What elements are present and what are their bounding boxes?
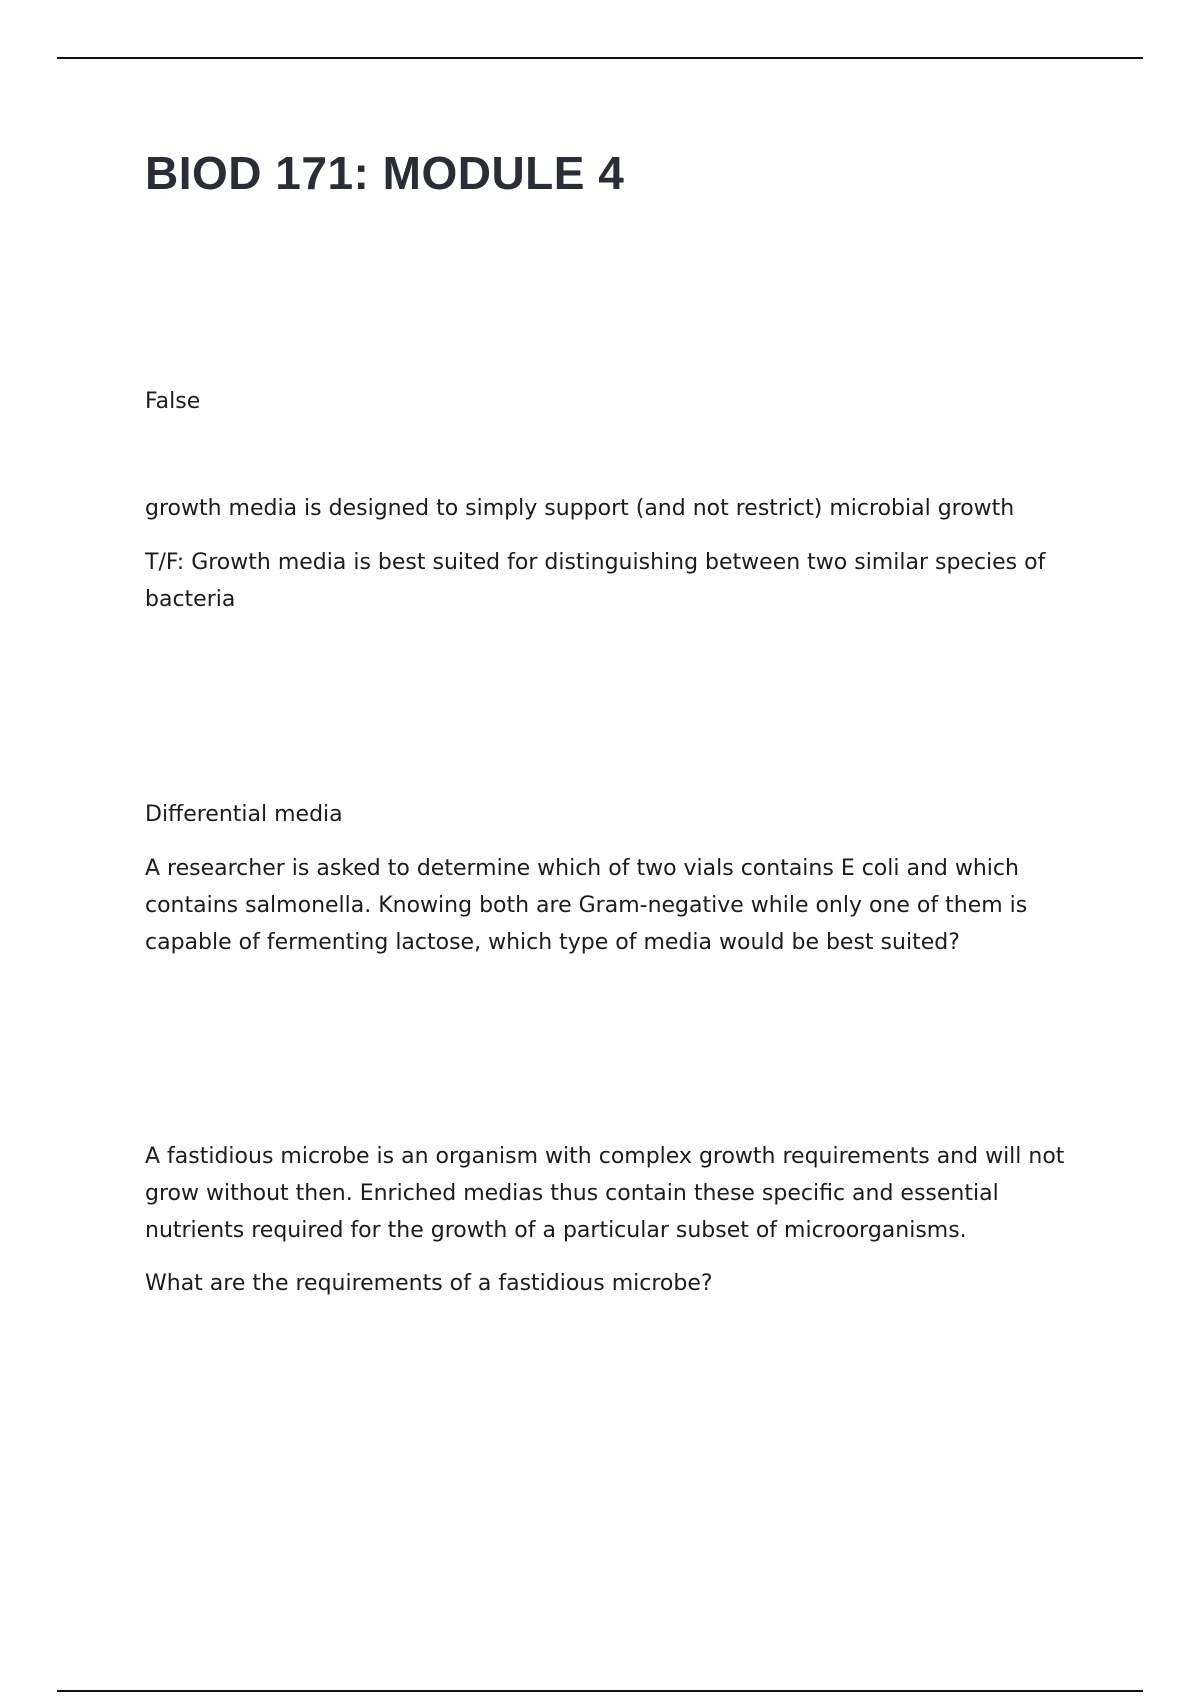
question-text: What are the requirements of a fastidious microbe? [145,1271,713,1296]
explanation-text: growth media is designed to simply support (and not restrict) microbial growth [145,496,1015,521]
answer-text: False [145,389,201,414]
bottom-divider [57,1690,1143,1692]
question-text: A researcher is asked to determine which of two vials contains E coli and which contains salmonella. Knowing both are Gram-negative while only one of them is capable of fermenting lactose, which type of media would be best suited? [145,856,1028,955]
top-divider [57,57,1143,59]
question-text: T/F: Growth media is best suited for distinguishing between two similar species of bacteria [145,550,1046,612]
page-title: BIOD 171: MODULE 4 [145,147,625,199]
explanation-text: A fastidious microbe is an organism with complex growth requirements and will not grow without then. Enriched medias thus contain these specific and essential nutrients required for the growth of a particular subset of microorganisms. [145,1144,1065,1243]
answer-text: Differential media [145,802,343,827]
